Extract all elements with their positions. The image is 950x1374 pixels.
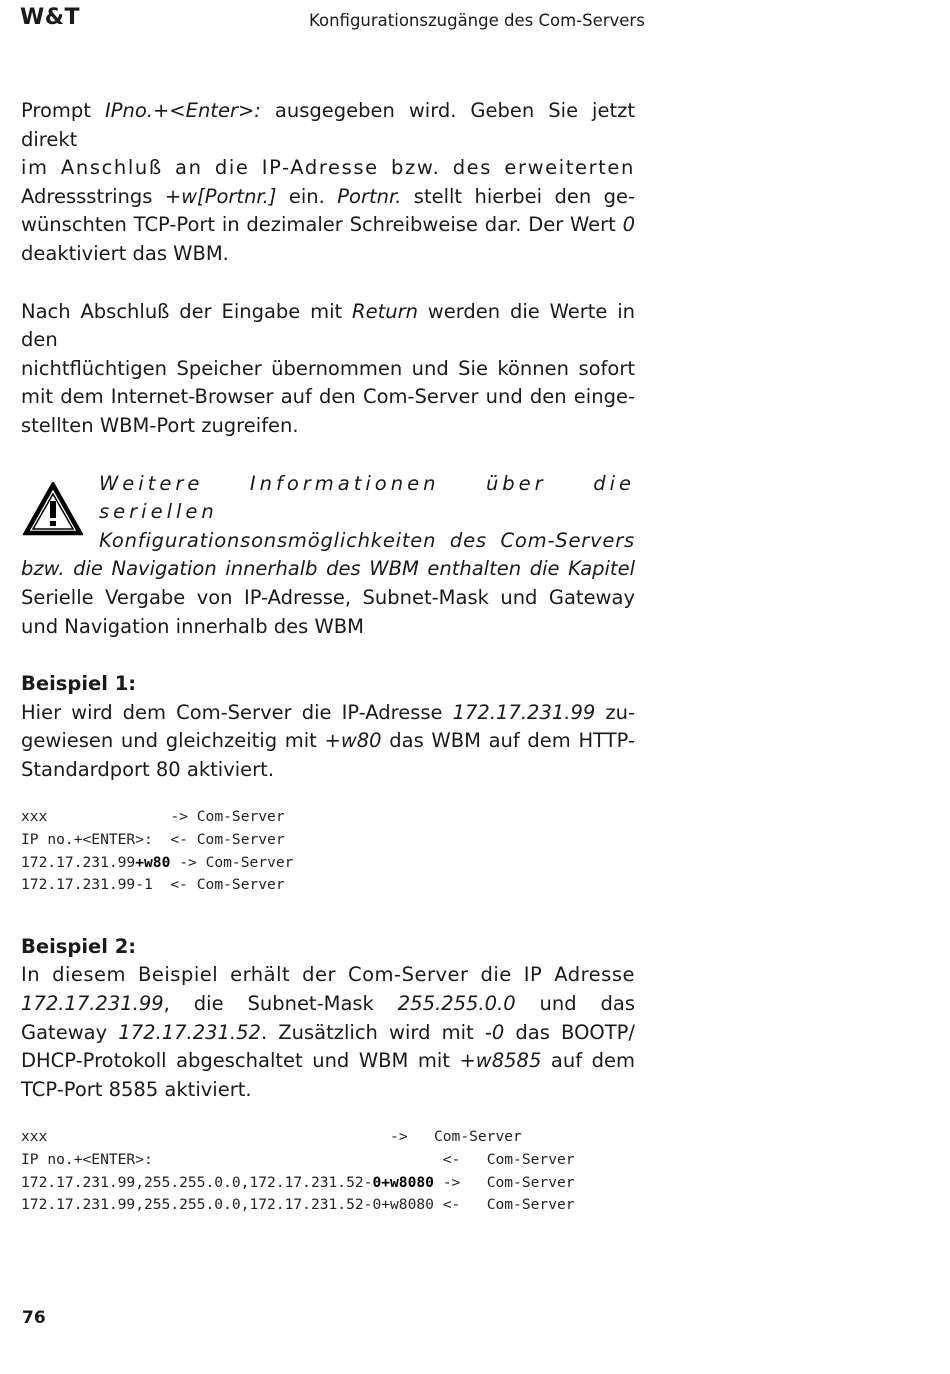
text-line: TCP-Port 8585 aktiviert. — [21, 1077, 252, 1101]
text-line: Prompt IPno.+<Enter>: ausgegeben wird. Geben Sie jetzt direkt — [21, 99, 635, 151]
text-line: nichtflüchtigen Speicher übernommen und Sie können sofort — [21, 356, 635, 380]
warning-note — [21, 470, 635, 642]
example2-heading: Beispiel 2: — [21, 934, 137, 958]
text-line: deaktiviert das WBM. — [21, 241, 229, 265]
text-line: Hier wird dem Com-Server die IP-Adresse 172.17.231.99 zu- — [21, 700, 635, 724]
running-title: Konfigurationszugänge des Com-Servers — [309, 11, 645, 30]
text-line: In diesem Beispiel erhält der Com-Server die IP Adresse — [21, 963, 635, 987]
example1-heading: Beispiel 1: — [21, 672, 137, 696]
text-line: gewiesen und gleichzeitig mit +w80 das WBM auf dem HTTP- — [21, 729, 635, 753]
text-line: mit dem Internet-Browser auf den Com-Server und den einge- — [21, 385, 635, 409]
text-line: im Anschluß an die IP-Adresse bzw. des erweiterten — [21, 156, 635, 180]
code-line: 172.17.231.99,255.255.0.0,172.17.231.52-0+w8080 -> Com-Server — [21, 1173, 575, 1191]
example1-text — [21, 699, 635, 785]
text-line: Standardport 80 aktiviert. — [21, 757, 275, 781]
text-line: Serielle Vergabe von IP-Adresse, Subnet-Mask und Gateway — [21, 585, 635, 609]
example2-text — [21, 961, 635, 1104]
text-line: Konfigurationsonsmöglichkeiten des Com-Servers — [99, 528, 635, 552]
text-line: Nach Abschluß der Eingabe mit Return werden die Werte in den — [21, 299, 635, 352]
code-line: 172.17.231.99+w80 -> Com-Server — [21, 853, 294, 871]
text-line: Weitere Informationen über die seriellen — [99, 471, 635, 524]
code-line: 172.17.231.99-1 <- Com-Server — [21, 876, 285, 894]
code-line: IP no.+<ENTER>: <- Com-Server — [21, 831, 285, 849]
page-number: 76 — [22, 1308, 46, 1328]
code-line: 172.17.231.99,255.255.0.0,172.17.231.52-0+w8080 <- Com-Server — [21, 1196, 575, 1214]
text-line: Adressstrings +w[Portnr.] ein. Portnr. stellt hierbei den ge- — [21, 184, 636, 208]
page-content — [21, 97, 635, 1217]
brand-logo: W&T — [20, 5, 80, 30]
text-line: DHCP-Protokoll abgeschaltet und WBM mit +w8585 auf dem — [21, 1049, 635, 1073]
paragraph-return — [21, 298, 635, 441]
text-line: Gateway 172.17.231.52. Zusätzlich wird mit -0 das BOOTP/ — [21, 1020, 636, 1044]
example1-terminal-listing — [21, 806, 635, 896]
code-line: xxx -> Com-Server — [21, 1128, 522, 1146]
code-line: xxx -> Com-Server — [21, 808, 285, 826]
text-line: bzw. die Navigation innerhalb des WBM enthalten die Kapitel — [21, 557, 635, 581]
text-line: 172.17.231.99, die Subnet-Mask 255.255.0.0 und das — [21, 992, 635, 1016]
paragraph-prompt — [21, 97, 635, 269]
code-line: IP no.+<ENTER>: <- Com-Server — [21, 1151, 575, 1168]
text-line: und Navigation innerhalb des WBM — [21, 614, 364, 638]
text-line: stellten WBM-Port zugreifen. — [21, 413, 299, 437]
text-line: wünschten TCP-Port in dezimaler Schreibweise dar. Der Wert 0 — [21, 213, 635, 237]
warning-triangle-icon — [23, 482, 83, 536]
example2-terminal-listing — [21, 1126, 635, 1216]
